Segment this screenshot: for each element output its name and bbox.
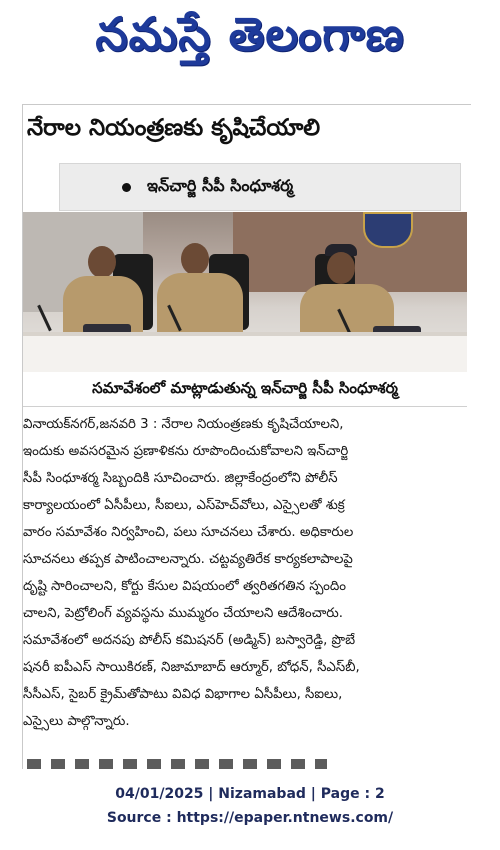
police-emblem-icon [363,212,413,248]
body-line: షనరీ ఐపీఎస్ సాయికిరణ్, నిజామాబాద్ ఆర్మూర్, బోధన్, సీఎస్‌బీ, [23,660,360,675]
source-line[interactable]: Source : https://epaper.ntnews.com/ [106,810,394,826]
truncated-next-article-text [27,759,327,769]
subhead-box [59,163,461,211]
body-line: సూచనలు తప్పక పాటించాలన్నారు. చట్టవ్యతిరేక కార్యకలాపాలపై [23,552,353,567]
caption-divider [23,406,467,407]
body-line: ఇందుకు అవసరమైన ప్రణాళికను రూపొందించుకోవాలని ఇన్‌చార్జి [23,444,349,459]
article-body [23,411,467,735]
body-line: సీపీ సింధూశర్మ సిబ్బందికి సూచించారు. జిల్లాకేంద్రంలోని పోలీస్ [23,471,338,486]
photo-conference-table [23,332,467,372]
body-line: సీసీఎస్, సైబర్ క్రైమ్‌తోపాటు వివిధ విభాగాల ఏసీపీలు, సీఐలు, [23,687,343,702]
article-headline: నేరాల నియంత్రణకు కృషిచేయాలి [27,115,321,141]
body-line: వారం సమావేశం నిర్వహించి, పలు సూచనలు చేశారు. అధికారుల [23,525,354,540]
article-subhead: ఇన్‌చార్జి సీపీ సింధూశర్మ [147,175,294,195]
newspaper-masthead: నమస్తే తెలంగాణ [95,7,405,61]
page-footer [0,782,500,830]
bullet-dot-icon [122,183,131,192]
body-line: సమావేశంలో అదనపు పోలీస్ కమిషనర్ (అడ్మిన్) బస్వారెడ్డి, ప్రొబే [23,633,356,648]
body-line: వినాయక్‌నగర్,జనవరి 3 : నేరాల నియంత్రణకు కృషిచేయాలని, [23,417,344,432]
body-line: ఎస్సైలు పాల్గొన్నారు. [23,714,130,729]
edition-line: 04/01/2025 | Nizamabad | Page : 2 [115,786,385,802]
body-line: కార్యాలయంలో ఏసీపీలు, సీఐలు, ఎస్‌హెచ్‌వోలు, ఎస్సైలతో శుక్ర [23,498,345,513]
article-clipping [22,104,471,769]
article-photo [23,212,467,372]
photo-caption: సమావేశంలో మాట్లాడుతున్న ఇన్‌చార్జి సీపీ సింధూశర్మ [92,379,398,397]
body-line: దృష్టి సారించాలని, కోర్టు కేసుల విషయంలో త్వరితగతిన స్పందిం [23,579,346,594]
body-line: చాలని, పెట్రోలింగ్ వ్యవస్థను ముమ్మరం చేయాలని ఆదేశించారు. [23,606,343,621]
